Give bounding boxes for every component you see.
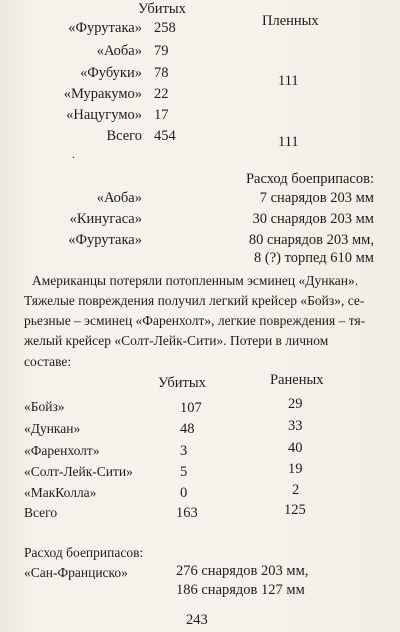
stray-mark: . [72, 147, 75, 161]
us-row-ship: «Фаренхолт» [24, 443, 100, 458]
jp-ammo-line: 7 снарядов 203 мм [259, 190, 374, 206]
us-ammo-line: 186 снарядов 127 мм [176, 582, 305, 598]
us-row-wounded: 33 [288, 418, 303, 434]
us-row-killed: 3 [180, 443, 188, 459]
jp-row-killed: 258 [154, 20, 176, 36]
paragraph-line: Тяжелые повреждения получил легкий крейсер «Бойз», се- [24, 293, 365, 308]
us-row-wounded: 2 [292, 482, 300, 498]
jp-row-ship: «Муракумо» [63, 86, 142, 102]
jp-row-ship: «Фубуки» [80, 65, 142, 81]
jp-ammo-title: Расход боеприпасов: [245, 171, 374, 187]
us-row-killed: 5 [180, 464, 188, 480]
us-header-killed: Убитых [158, 375, 206, 391]
page-number: 243 [186, 612, 208, 628]
header-captured: Пленных [262, 13, 319, 29]
us-ammo-ship: «Сан-Франциско» [24, 565, 128, 580]
jp-total-killed: 454 [154, 128, 176, 144]
jp-row-ship: «Фурутака» [68, 20, 142, 36]
us-row-wounded: 29 [288, 396, 303, 412]
us-total-label: Всего [24, 505, 58, 520]
us-ammo-line: 276 снарядов 203 мм, [176, 563, 309, 579]
us-row-ship: «Солт-Лейк-Сити» [24, 464, 133, 479]
jp-ammo-line: 8 (?) торпед 610 мм [254, 250, 374, 266]
paragraph-line: желый крейсер «Солт-Лейк-Сити». Потери в личном составе: [24, 333, 329, 369]
jp-row-killed: 79 [154, 43, 169, 59]
jp-ammo-ship: «Кинугаса» [69, 211, 142, 227]
us-row-wounded: 40 [288, 440, 303, 456]
us-row-ship: «Дункан» [24, 421, 81, 436]
us-ammo-title: Расход боеприпасов: [24, 545, 144, 560]
header-killed: Убитых [138, 1, 186, 17]
jp-row-killed: 78 [154, 65, 169, 81]
jp-total-label: Всего [106, 128, 142, 144]
us-row-ship: «Бойз» [24, 399, 65, 414]
jp-ammo-line: 30 снарядов 203 мм [252, 211, 374, 227]
us-row-ship: «МакКолла» [24, 485, 97, 500]
us-total-killed: 163 [176, 505, 198, 521]
us-total-wounded: 125 [284, 502, 306, 518]
jp-row-killed: 22 [154, 86, 169, 102]
us-row-killed: 0 [180, 485, 188, 501]
jp-ammo-ship: «Аоба» [96, 190, 142, 206]
us-header-wounded: Раненых [270, 372, 324, 388]
us-row-killed: 107 [180, 400, 202, 416]
jp-row-ship: «Нацугумо» [66, 107, 142, 123]
jp-ammo-ship: «Фурутака» [68, 232, 142, 248]
jp-ammo-line: 80 снарядов 203 мм, [248, 232, 374, 248]
jp-total-captured: 111 [278, 134, 299, 150]
jp-row-ship: «Аоба» [96, 43, 142, 59]
us-row-killed: 48 [180, 421, 195, 437]
paragraph-line: Американцы потеряли потопленным эсминец «Дункан». [32, 273, 359, 288]
us-row-wounded: 19 [288, 461, 303, 477]
jp-row-killed: 17 [154, 107, 169, 123]
jp-row-captured: 111 [278, 73, 299, 89]
paragraph-line: рьезные – эсминец «Фаренхолт», легкие повреждения – тя- [24, 313, 366, 328]
